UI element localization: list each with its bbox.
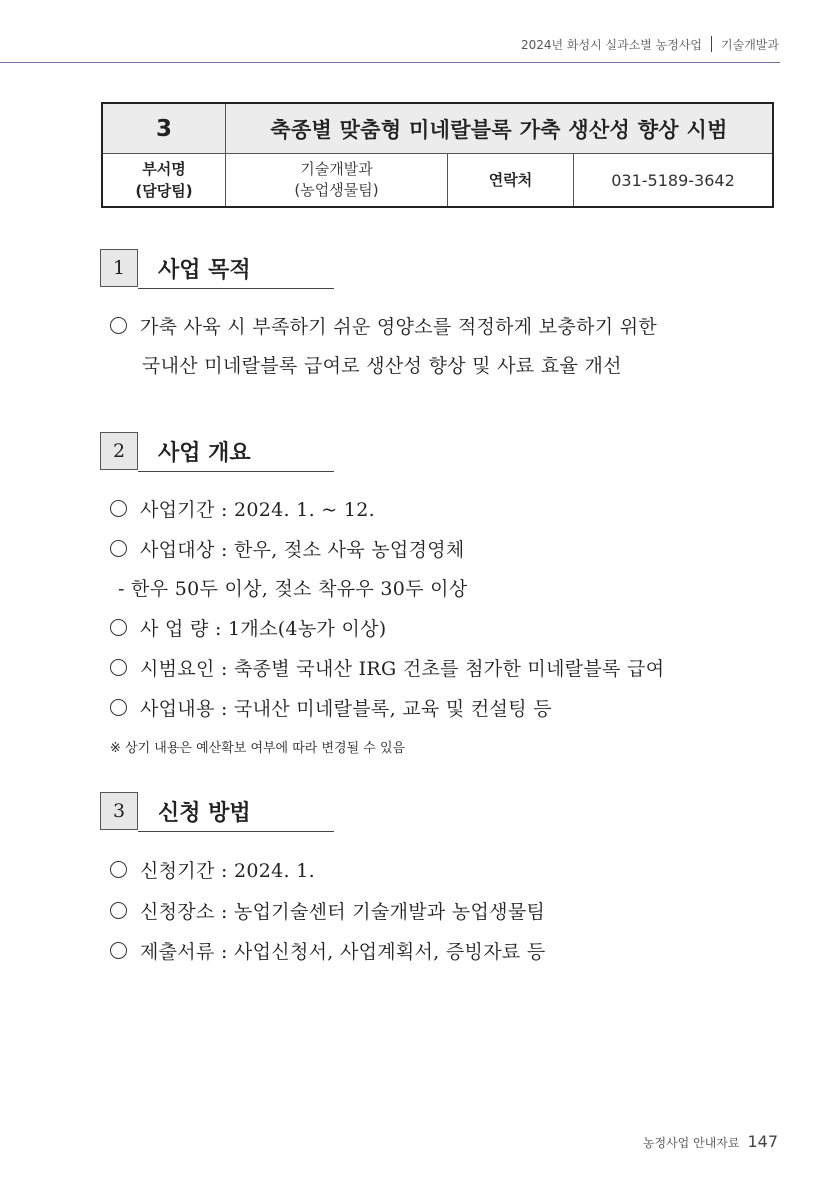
project-info-table — [101, 102, 774, 208]
apply-item-place — [110, 897, 545, 924]
purpose-text-1: 가축 사육 시 부족하기 쉬운 영양소를 적정하게 보충하기 위한 — [140, 316, 658, 338]
overview-text: 시범요인 : 축종별 국내산 IRG 건초를 첨가한 미네랄블록 급여 — [140, 658, 665, 680]
page-footer — [643, 1132, 778, 1151]
project-number: 3 — [102, 103, 226, 154]
circle-bullet-icon — [110, 942, 127, 959]
header-divider — [711, 36, 712, 52]
header-doc-title: 2024년 화성시 실과소별 농정사업 — [520, 38, 703, 52]
running-header — [521, 36, 779, 53]
apply-text: 신청기간 : 2024. 1. — [140, 860, 315, 882]
dept-value-cell — [226, 154, 448, 208]
project-title: 축종별 맞춤형 미네랄블록 가축 생산성 향상 시범 — [226, 103, 774, 154]
contact-value: 031-5189-3642 — [574, 154, 774, 208]
overview-text: 사 업 량 : 1개소(4농가 이상) — [140, 618, 387, 640]
section-title: 사업 개요 — [158, 441, 251, 466]
overview-text: 사업대상 : 한우, 젖소 사육 농업경영체 — [140, 539, 465, 561]
overview-sub-item: - 한우 50두 이상, 젖소 착유우 30두 이상 — [118, 578, 468, 600]
circle-bullet-icon — [110, 500, 127, 517]
purpose-line-1 — [110, 312, 657, 339]
section-number: 3 — [100, 792, 138, 830]
dept-label: 부서명 — [142, 160, 186, 178]
overview-item-content — [110, 694, 552, 721]
section-number: 1 — [100, 249, 138, 287]
dept-label-cell — [102, 154, 226, 208]
section-title: 사업 목적 — [158, 258, 251, 283]
apply-item-period — [110, 856, 315, 883]
overview-text: 사업내용 : 국내산 미네랄블록, 교육 및 컨설팅 등 — [140, 698, 552, 720]
team-value: (농업생물팀) — [294, 181, 379, 199]
header-rule — [0, 62, 780, 63]
apply-text: 제출서류 : 사업신청서, 사업계획서, 증빙자료 등 — [140, 941, 546, 963]
page-number: 147 — [747, 1132, 778, 1151]
circle-bullet-icon — [110, 317, 127, 334]
apply-text: 신청장소 : 농업기술센터 기술개발과 농업생물팀 — [140, 901, 546, 923]
circle-bullet-icon — [110, 659, 127, 676]
section-title: 신청 방법 — [158, 801, 251, 826]
dept-value: 기술개발과 — [300, 160, 373, 178]
section-underline — [138, 288, 334, 289]
header-dept: 기술개발과 — [721, 38, 779, 52]
overview-item-period — [110, 495, 375, 522]
overview-text: 사업기간 : 2024. 1. ~ 12. — [140, 499, 375, 521]
circle-bullet-icon — [110, 902, 127, 919]
apply-item-documents — [110, 937, 546, 964]
circle-bullet-icon — [110, 861, 127, 878]
section-underline — [138, 471, 334, 472]
circle-bullet-icon — [110, 699, 127, 716]
footer-title: 농정사업 안내자료 — [642, 1136, 740, 1150]
overview-item-target — [110, 535, 465, 562]
section-number: 2 — [100, 432, 138, 470]
team-label: (담당팀) — [135, 182, 193, 200]
circle-bullet-icon — [110, 540, 127, 557]
section-underline — [138, 831, 334, 832]
purpose-line-2: 국내산 미네랄블록 급여로 생산성 향상 및 사료 효율 개선 — [142, 355, 622, 377]
contact-label: 연락처 — [448, 154, 574, 208]
overview-item-factor — [110, 654, 664, 681]
overview-item-quantity — [110, 614, 387, 641]
budget-note: ※ 상기 내용은 예산확보 여부에 따라 변경될 수 있음 — [110, 741, 406, 756]
circle-bullet-icon — [110, 619, 127, 636]
